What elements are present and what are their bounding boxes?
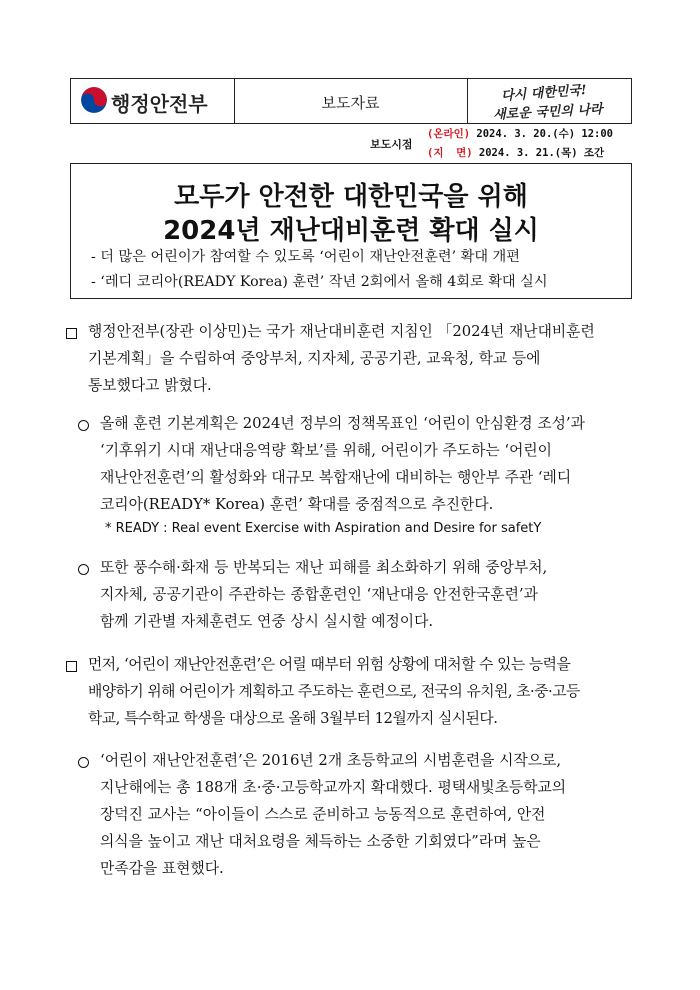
text-line: 장덕진 교사는 “아이들이 스스로 준비하고 능동적으로 훈련하여, 안전	[100, 806, 546, 823]
paragraph-1	[88, 318, 595, 399]
text-line: 코리아(READY* Korea) 훈련’ 확대를 중점적으로 추진한다.	[100, 496, 494, 513]
paragraph-3	[100, 554, 547, 635]
text-line: 지자체, 공공기관이 주관하는 종합훈련인 ‘재난대응 안전한국훈련’과	[100, 586, 538, 603]
release-paper-time: 2024. 3. 21.(목) 조간	[478, 147, 605, 159]
text-line: 의식을 높이고 재난 대처요령을 체득하는 소중한 기회였다”라며 높은	[100, 833, 541, 850]
release-online	[427, 126, 613, 141]
paragraph-4	[88, 651, 580, 732]
release-label: 보도시점	[370, 138, 413, 151]
header-divider	[467, 79, 468, 123]
header-box	[70, 78, 632, 124]
square-bullet-icon	[66, 328, 77, 339]
text-line: ‘어린이 재난안전훈련’은 2016년 2개 초등학교의 시범훈련을 시작으로,	[100, 752, 562, 769]
text-line: 만족감을 표현했다.	[100, 860, 224, 877]
text-line: 먼저, ‘어린이 재난안전훈련’은 어릴 때부터 위험 상황에 대처할 수 있는 능력을	[88, 656, 571, 673]
headline-line-1: 모두가 안전한 대한민국을 위해	[174, 182, 528, 212]
paragraph-5	[100, 747, 566, 882]
text-line: ‘기후위기 시대 재난대응역량 확보’를 위해, 어린이가 주도하는 ‘어린이	[100, 442, 552, 459]
text-line: 재난안전훈련’의 활성화와 대규모 복합재난에 대비하는 행안부 주관 ‘레디	[100, 469, 572, 486]
text-line: 기본계획」을 수립하여 중앙부처, 지자체, 공공기관, 교육청, 학교 등에	[88, 350, 541, 367]
text-line: 올해 훈련 기본계획은 2024년 정부의 정책목표인 ‘어린이 안심환경 조성’과	[100, 415, 585, 432]
square-bullet-icon	[66, 661, 77, 672]
release-paper	[427, 145, 604, 160]
slogan-line-2: 새로운 국민의 나라	[492, 102, 603, 123]
paragraph-2	[100, 410, 585, 518]
text-line: 배양하기 위해 어린이가 계획하고 주도하는 훈련으로, 전국의 유치원, 초·중·고등	[88, 683, 580, 700]
ministry-logo-icon	[81, 87, 107, 113]
slogan-line-1: 다시 대한민국!	[500, 83, 588, 104]
circle-bullet-icon	[78, 420, 89, 431]
title-box	[70, 163, 632, 299]
text-line: 행정안전부(장관 이상민)는 국가 재난대비훈련 지침인 「2024년 재난대비훈련	[88, 323, 595, 340]
doc-type-label: 보도자료	[321, 94, 380, 112]
circle-bullet-icon	[78, 564, 89, 575]
text-line: 함께 기관별 자체훈련도 연중 상시 실시할 예정이다.	[100, 613, 434, 630]
subheadline-1: - 더 많은 어린이가 참여할 수 있도록 ‘어린이 재난안전훈련’ 확대 개편	[91, 249, 520, 265]
release-online-tag: (온라인)	[427, 128, 471, 140]
footnote: * READY : Real event Exercise with Aspiration and Desire for safetY	[105, 521, 542, 536]
text-line: 통보했다고 밝혔다.	[88, 377, 212, 394]
headline-line-2: 2024년 재난대비훈련 확대 실시	[163, 216, 539, 246]
circle-bullet-icon	[78, 757, 89, 768]
ministry-name: 행정안전부	[111, 92, 208, 116]
text-line: 지난해에는 총 188개 초·중·고등학교까지 확대했다. 평택새빛초등학교의	[100, 779, 567, 796]
text-line: 또한 풍수해·화재 등 반복되는 재난 피해를 최소화하기 위해 중앙부처,	[100, 559, 548, 576]
text-line: 학교, 특수학교 학생을 대상으로 올해 3월부터 12월까지 실시된다.	[88, 710, 498, 727]
release-online-time: 2024. 3. 20.(수) 12:00	[476, 128, 613, 140]
release-paper-tag: (지 면)	[427, 147, 473, 159]
subheadline-2: - ‘레디 코리아(READY Korea) 훈련’ 작년 2회에서 올해 4회로 확대 실시	[91, 274, 548, 290]
